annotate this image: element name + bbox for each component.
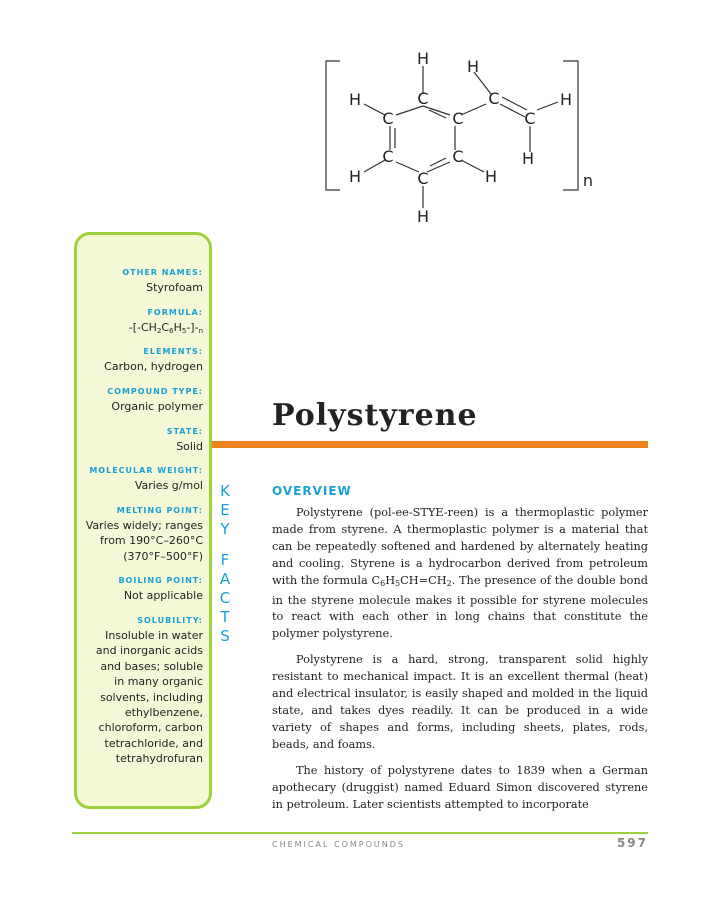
page-number: 597: [616, 836, 648, 850]
atom-h-bottom: H: [416, 207, 430, 226]
fact-value: Organic polymer: [111, 400, 203, 413]
fact-label: BOILING POINT:: [118, 576, 203, 585]
fact-value-line: ethylbenzene,: [124, 706, 203, 720]
fact-value-line: in many organic: [114, 675, 203, 689]
fact-value-line: and inorganic acids: [95, 644, 203, 658]
structure-atoms: [349, 49, 593, 226]
fact-other-names: [75, 268, 203, 295]
atom-c-vinyl2: C: [524, 109, 536, 128]
title-rule: [212, 441, 648, 448]
repeat-subscript-n: n: [582, 171, 594, 190]
fact-melting-point: [75, 506, 203, 564]
fact-label: STATE:: [166, 427, 203, 436]
fact-value-line: and bases; soluble: [100, 659, 203, 673]
fact-value: Varies g/mol: [134, 479, 203, 492]
atom-c-bottom: C: [417, 169, 429, 188]
fact-value: Carbon, hydrogen: [104, 360, 203, 373]
fact-value-line: (370°F–500°F): [123, 549, 203, 563]
atom-c-right-lower: C: [452, 147, 464, 166]
fact-value: Styrofoam: [146, 281, 203, 294]
fact-value: Not applicable: [123, 589, 203, 602]
fact-value: Solid: [176, 440, 203, 453]
atom-h-vinyl-top: H: [466, 57, 480, 76]
key-facts-letter: Y: [220, 520, 230, 538]
paragraph-1: Polystyrene (pol-ee-STYE-reen) is a thermoplastic polymer made from styrene. A thermoplastic polymer is a material that can be repeatedly softened and hardened by alternately heating and cooling. Styrene is a hydrocarbon derived from petroleum with the formula C6H5CH=CH2. The presence of the double bond in the styrene molecule makes it possible for styrene molecules to react with each other in long chains that constitute the polymer polystyrene.: [272, 506, 648, 641]
atom-h-right: H: [559, 90, 573, 109]
paragraph-2: Polystyrene is a hard, strong, transparent solid highly resistant to mechanical impact. It is an excellent thermal (heat) and electrical insulator, is easily shaped and molded in the liquid state, and takes dyes readily. It can be produced in a wide variety of shapes and forms, including sheets, plates, rods, beads, and foams.: [272, 653, 648, 751]
styrene-structure-diagram: [315, 40, 605, 240]
key-facts-letter: F: [220, 551, 230, 569]
key-facts-letter: A: [219, 570, 231, 588]
atom-h-ring-lower: H: [484, 167, 498, 186]
fact-label: OTHER NAMES:: [122, 268, 203, 277]
fact-boiling-point: [75, 576, 203, 603]
atom-c-vinyl1: C: [488, 89, 500, 108]
key-facts-letter: T: [220, 608, 230, 626]
key-facts-letter: S: [220, 627, 230, 645]
page-title: Polystyrene: [272, 398, 478, 433]
atom-h-top: H: [416, 49, 430, 68]
footer-section-label: CHEMICAL COMPOUNDS: [272, 840, 405, 849]
fact-value-line: chloroform, carbon: [98, 721, 203, 735]
fact-value-line: Varies widely; ranges: [85, 519, 203, 532]
fact-molecular-weight: [75, 466, 203, 493]
fact-value-line: tetrachloride, and: [104, 736, 203, 750]
fact-label: SOLUBILITY:: [137, 616, 203, 625]
structure-bonds: [326, 61, 578, 208]
key-facts-letter: C: [219, 589, 231, 607]
atom-c-left-upper: C: [382, 109, 394, 128]
key-facts-letter: E: [220, 501, 230, 519]
paragraph-3: The history of polystyrene dates to 1839 when a German apothecary (druggist) named Eduard Simon discovered styrene in petroleum. Later scientists attempted to incorporate: [272, 763, 648, 811]
fact-solubility: [75, 616, 203, 767]
fact-value-line: from 190°C–260°C: [100, 534, 203, 548]
atom-c-left-lower: C: [382, 147, 394, 166]
fact-label: FORMULA:: [147, 308, 203, 317]
atom-h-vinyl-bottom: H: [521, 149, 535, 168]
fact-formula: [75, 308, 203, 339]
key-facts-sidebar: [74, 232, 212, 809]
fact-label: COMPOUND TYPE:: [107, 387, 203, 396]
fact-elements: [75, 347, 203, 374]
atom-h-left-upper: H: [348, 90, 362, 109]
fact-label: MOLECULAR WEIGHT:: [89, 466, 203, 475]
fact-state: [75, 427, 203, 454]
footer-rule: [72, 832, 648, 834]
atom-c-right-upper: C: [452, 109, 464, 128]
article-body: [272, 505, 648, 822]
atom-c-top: C: [417, 89, 429, 108]
section-heading-overview: OVERVIEW: [272, 484, 352, 498]
fact-value-line: solvents, including: [100, 690, 203, 704]
fact-label: MELTING POINT:: [116, 506, 203, 515]
key-facts-letter: K: [220, 482, 230, 500]
fact-value-line: Insoluble in water: [105, 629, 203, 642]
formula-value: $-[-CH_2C_6H_5-]-_n$: [128, 321, 203, 335]
fact-label: ELEMENTS:: [143, 347, 203, 356]
fact-value-line: tetrahydrofuran: [115, 752, 203, 766]
fact-compound-type: [75, 387, 203, 414]
atom-h-left-lower: H: [348, 167, 362, 186]
